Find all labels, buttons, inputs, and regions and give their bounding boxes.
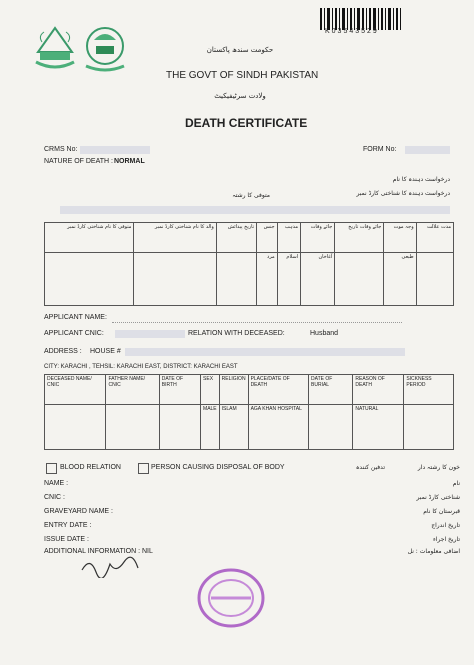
disposal-cnic-label: CNIC : [44,494,65,501]
additional-info-label: ADDITIONAL INFORMATION : NIL [44,548,153,555]
form-redacted [405,146,450,154]
table2-cell: MALE [201,405,220,450]
additional-info-urdu: اضافی معلومات : نل [407,548,460,555]
city-line: CITY: KARACHI , TEHSIL: KARACHI EAST, DISTRICT: KARACHI EAST [44,364,238,370]
table1-cell [134,253,216,306]
crms-label: CRMS No: [44,146,78,153]
crms-redacted [80,146,150,154]
table1-header: مدت علالت [416,223,453,253]
table1-cell [216,253,256,306]
english-details-table [44,374,454,450]
blood-relation-urdu: خون کا رشتہ دار [417,464,460,471]
person-causing-checkbox [138,463,149,474]
address-urdu-redacted [60,206,450,214]
table2-header: RELIGION [219,375,248,405]
table1-header: مذہب [277,223,300,253]
table2-header: DATE OF BIRTH [159,375,200,405]
table1-header: متوفی کا نام شناختی کارڈ نمبر [45,223,134,253]
disposal-cnic-urdu: شناختی کارڈ نمبر [416,494,460,501]
table2-cell: ISLAM [219,405,248,450]
table1-header: جائے وفات تاریخ [335,223,384,253]
entry-date-urdu: تاریخ اندراج [431,522,460,529]
signature-icon [80,556,140,578]
disposal-name-label: NAME : [44,480,69,487]
person-causing-label: PERSON CAUSING DISPOSAL OF BODY [151,464,285,471]
blood-relation-label: BLOOD RELATION [60,464,121,471]
table1-cell [45,253,134,306]
issue-date-label: ISSUE DATE : [44,536,89,543]
table2-header: SICKNESS PERIOD [404,375,454,405]
urdu-applicant-cnic: درخواست دہندہ کا شناختی کارڈ نمبر [356,190,450,197]
doc-title: DEATH CERTIFICATE [185,116,308,130]
table2-cell [404,405,454,450]
issue-date-urdu: تاریخ اجراء [432,536,460,543]
table2-header: PLACE/DATE OF DEATH [248,375,308,405]
graveyard-urdu: قبرستان کا نام [423,508,460,515]
relation-value: Husband [310,330,339,337]
govt-title-urdu: حکومت سندھ پاکستان [206,46,274,54]
urdu-relation: متوفی کا رشتہ [232,192,270,199]
table1-header: جائے وفات [301,223,335,253]
table1-cell [416,253,453,306]
urdu-applicant-name: درخواست دہندہ کا نام [392,176,450,183]
table2-header: SEX [201,375,220,405]
table1-cell: مرد [257,253,278,306]
applicant-name-label: APPLICANT NAME: [44,314,107,321]
address-label: ADDRESS : [44,348,82,355]
table2-cell: NATURAL [353,405,404,450]
table2-cell [45,405,106,450]
table1-header: والد کا نام شناختی کارڈ نمبر [134,223,216,253]
govt-title: THE GOVT OF SINDH PAKISTAN [166,70,319,81]
applicant-name-line [112,322,402,323]
barcode-number: K03543529 [325,28,379,35]
person-causing-urdu: تدفین کنندہ [355,464,385,471]
urdu-details-table [44,222,454,306]
applicant-cnic-redacted [115,330,185,338]
sub-title-urdu: ولادت سرٹیفیکیٹ [214,92,266,100]
relation-label: RELATION WITH DECEASED: [188,330,285,337]
disposal-name-urdu: نام [452,480,460,487]
official-stamp-icon [196,566,266,630]
address-value: HOUSE # [90,348,121,355]
table1-cell: اسلام [277,253,300,306]
table2-header: DATE OF BURIAL [309,375,353,405]
sindh-emblem-icon [34,22,76,72]
address-redacted [125,348,405,356]
applicant-cnic-label: APPLICANT CNIC: [44,330,104,337]
table1-cell: طبعی [384,253,416,306]
table1-cell: آغاخان [301,253,335,306]
form-label: FORM No: [363,146,397,153]
entry-date-label: ENTRY DATE : [44,522,92,529]
table2-cell [106,405,159,450]
table2-header: FATHER NAME/ CNIC [106,375,159,405]
graveyard-label: GRAVEYARD NAME : [44,508,113,515]
table2-cell [309,405,353,450]
table1-cell [335,253,384,306]
table2-header: REASON OF DEATH [353,375,404,405]
table2-cell [159,405,200,450]
union-council-logo-icon [82,22,128,74]
table1-header: تاریخ پیدائش [216,223,256,253]
table1-header: وجہ موت [384,223,416,253]
table1-header: جنس [257,223,278,253]
blood-relation-checkbox [46,463,57,474]
nature-value: NORMAL [114,158,145,165]
table2-cell: AGA KHAN HOSPITAL [248,405,308,450]
nature-label: NATURE OF DEATH : [44,158,113,165]
table2-header: DECEASED NAME/ CNIC [45,375,106,405]
